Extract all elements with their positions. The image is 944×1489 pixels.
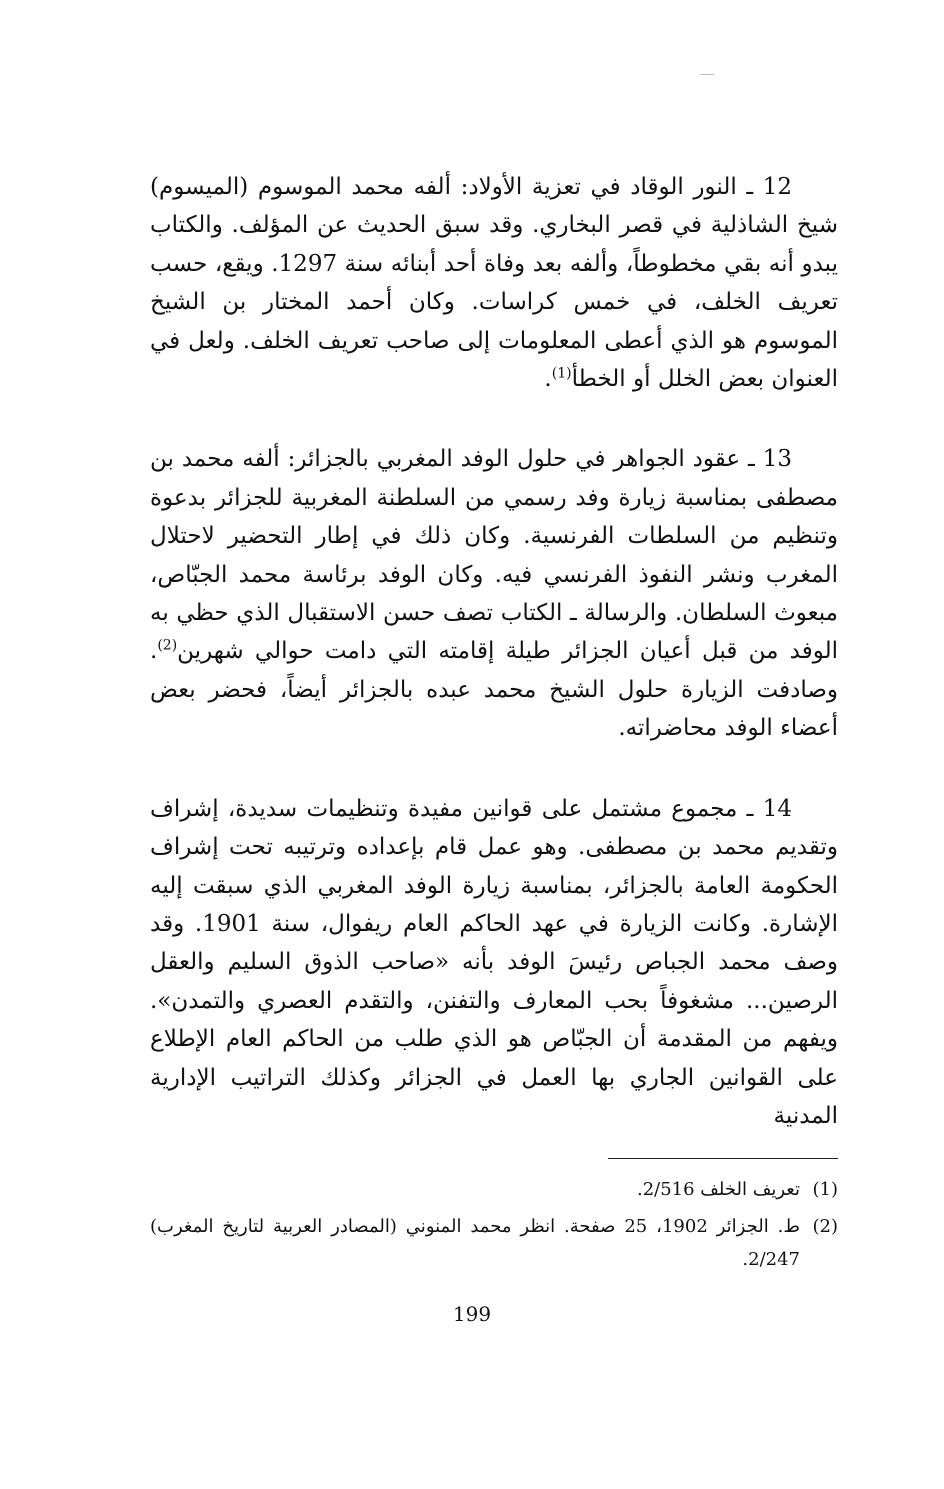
footnote-separator (608, 1158, 838, 1159)
footnote-ref[interactable]: (1) (551, 365, 572, 382)
footnote-text: تعريف الخلف 2/516. (636, 1179, 800, 1200)
paragraph-14 (150, 790, 838, 1136)
paragraph-13 (150, 440, 838, 747)
footnote-2 (150, 1210, 838, 1276)
footnote-number: (2) (812, 1216, 838, 1237)
main-text (150, 168, 838, 1135)
footnotes (150, 1173, 838, 1280)
paragraph-tail: . وصادفت الزيارة حلول الشيخ محمد عبده بالجزائر أيضاً، فحضر بعض أعضاء الوفد محاضراته. (150, 638, 838, 742)
footnote-1 (150, 1173, 838, 1206)
page-number: 199 (452, 1302, 492, 1326)
paragraph-tail: . (544, 366, 552, 393)
paragraph-text: 12 ـ النور الوقاد في تعزية الأولاد: ألفه محمد الموسوم (الميسوم) شيخ الشاذلية في قصر البخاري. وقد سبق الحديث عن المؤلف. والكتاب يبدو أنه بقي مخطوطاً، وألفه بعد وفاة أحد أبنائه سنة 1297. ويقع، حسب تعريف الخلف، في خمس كراسات. وكان أحمد المختار بن الشيخ الموسوم هو الذي أعطى المعلومات إلى صاحب تعريف الخلف. ولعل في العنوان بعض الخلل أو الخطأ (150, 174, 838, 393)
paragraph-text: 14 ـ مجموع مشتمل على قوانين مفيدة وتنظيمات سديدة، إشراف وتقديم محمد بن مصطفى. وهو عمل قام بإعداده وترتيبه تحت إشراف الحكومة العامة بالجزائر، بمناسبة زيارة الوفد المغربي الذي سبقت إليه الإشارة. وكانت الزيارة في عهد الحاكم العام ريفوال، سنة 1901. وقد وصف محمد الجباص رئيسَ الوفد بأنه «صاحب الذوق السليم والعقل الرصين... مشغوفاً بحب المعارف والتفنن، والتقدم العصري والتمدن». ويفهم من المقدمة أن الجبّاص هو الذي طلب من الحاكم العام الإطلاع على القوانين الجاري بها العمل في الجزائر وكذلك التراتيب الإدارية المدنية (150, 795, 839, 1129)
scan-mark (700, 74, 714, 75)
footnote-number: (1) (812, 1179, 838, 1200)
footnote-ref[interactable]: (2) (157, 637, 178, 654)
footnote-text: ط. الجزائر 1902، 25 صفحة. انظر محمد المنوني (المصادر العربية لتاريخ المغرب) 2/247. (150, 1216, 800, 1270)
paragraph-text: 13 ـ عقود الجواهر في حلول الوفد المغربي بالجزائر: ألفه محمد بن مصطفى بمناسبة زيارة وفد رسمي من السلطنة المغربية للجزائر بدعوة وتنظيم من السلطات الفرنسية. وكان ذلك في إطار التحضير لاحتلال المغرب ونشر النفوذ الفرنسي فيه. وكان الوفد برئاسة محمد الجبّاص، مبعوث السلطان. والرسالة ـ الكتاب تصف حسن الاستقبال الذي حظي به الوفد من قبل أعيان الجزائر طيلة إقامته التي دامت حوالي شهرين (150, 446, 838, 665)
paragraph-12 (150, 168, 838, 398)
